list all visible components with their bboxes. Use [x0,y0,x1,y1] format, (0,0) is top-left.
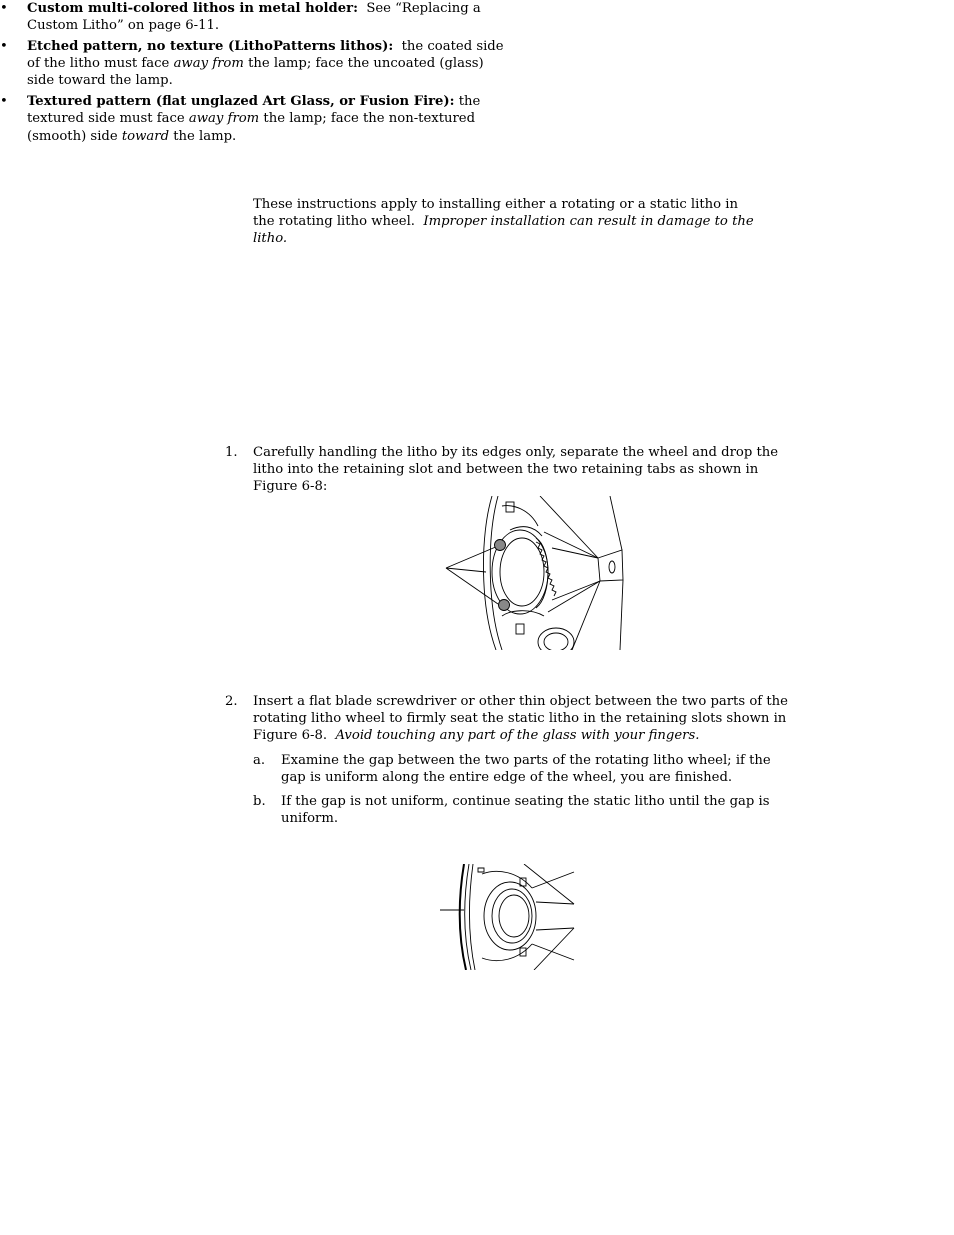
bullet-emphasis: away from [173,56,244,72]
bullet-marker: • [0,39,8,54]
substep-text: Examine the gap between the two parts of the rotating litho wheel; if the gap is uniform along the entire edge of the wheel, you are finished. [281,752,771,785]
bullet-text: the coated side of the litho must face [27,39,504,72]
step-warning: Avoid touching any part of the glass with your fingers. [335,728,700,744]
bullet-text: See “Replacing a Custom Litho” on page 6-11. [27,1,481,34]
substep-letter: a. [253,752,266,768]
step-text: Insert a flat blade screwdriver or other thin object between the two parts of the rotating litho wheel to firmly seat the static litho in the retaining slots shown in Figure 6-8. [253,694,788,744]
litho-wheel-gap-figure [438,864,578,970]
litho-type-list [0,0,510,145]
substep-letter: b. [253,794,266,810]
retaining-tab-top [495,540,506,551]
substep-a [253,752,793,786]
bullet-text: the lamp; face the non-textured (smooth) side [27,111,476,144]
step-1 [225,444,793,496]
list-item [0,93,510,145]
step-number: 2. [225,694,238,709]
bullet-marker: • [0,94,8,110]
bullet-text: the lamp. [173,128,237,144]
bullet-text: the lamp; face the uncoated (glass) side toward the lamp. [27,56,484,89]
intro-paragraph [253,196,763,248]
step-2 [225,693,793,827]
step-text: Carefully handling the litho by its edges only, separate the wheel and drop the litho into the retaining slot and between the two retaining tabs as shown in Figure 6-8: [253,445,779,495]
list-item [0,0,510,34]
bullet-emphasis: away from [188,111,260,127]
step-number: 1. [225,445,238,460]
list-item [0,38,510,90]
bullet-text: the textured side must face [27,94,481,127]
bullet-heading: Textured pattern (flat unglazed Art Glass, or Fusion Fire): [27,94,455,110]
step-text-paragraph [253,693,793,745]
litho-wheel-retaining-tabs-figure [440,496,630,650]
intro-text: These instructions apply to installing either a rotating or a static litho in the rotating litho wheel. [253,197,738,230]
bullet-marker: • [0,1,8,16]
bullet-heading: Custom multi-colored lithos in metal holder: [27,1,358,16]
substep-b [253,793,793,827]
intro-warning: Improper installation can result in damage to the litho. [253,214,754,247]
bullet-emphasis: toward [121,128,170,144]
bullet-heading: Etched pattern, no texture (LithoPatterns lithos): [27,39,394,54]
retaining-tab-bottom [499,600,510,611]
substep-text: If the gap is not uniform, continue seating the static litho until the gap is uniform. [281,794,770,827]
